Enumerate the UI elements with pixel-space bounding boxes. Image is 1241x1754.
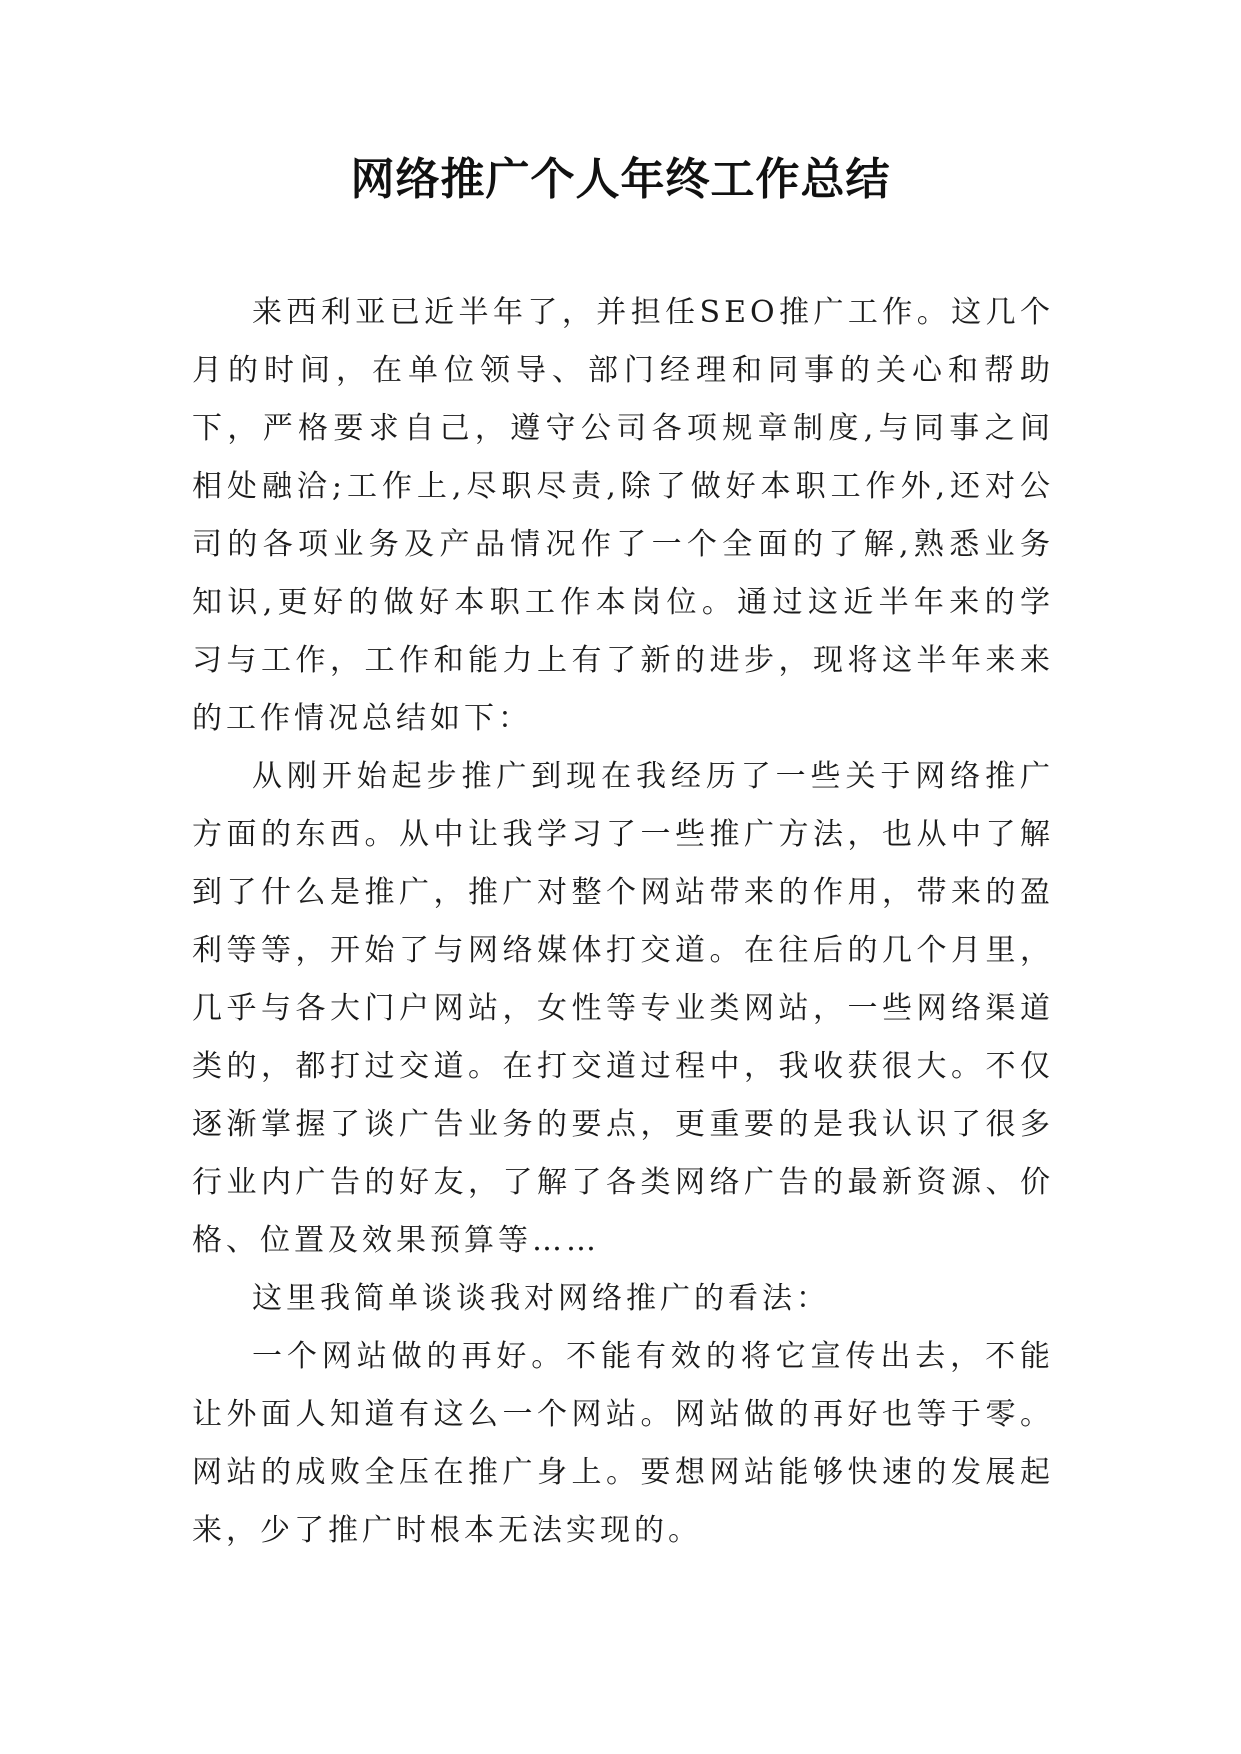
document-body bbox=[192, 284, 1054, 1560]
paragraph-opinion: 一个网站做的再好。不能有效的将它宣传出去，不能让外面人知道有这么一个网站。网站做的再好也等于零。网站的成败全压在推广身上。要想网站能够快速的发展起来，少了推广时根本无法实现的。 bbox=[192, 1339, 1054, 1548]
document-title: 网络推广个人年终工作总结 bbox=[350, 154, 891, 205]
paragraph-experience: 从刚开始起步推广到现在我经历了一些关于网络推广方面的东西。从中让我学习了一些推广方法，也从中了解到了什么是推广，推广对整个网站带来的作用，带来的盈利等等，开始了与网络媒体打交道。在往后的几个月里，几乎与各大门户网站，女性等专业类网站，一些网络渠道类的，都打过交道。在打交道过程中，我收获很大。不仅逐渐掌握了谈广告业务的要点，更重要的是我认识了很多行业内广告的好友，了解了各类网络广告的最新资源、价格、位置及效果预算等…… bbox=[192, 759, 1054, 1258]
paragraph-opinion-lead: 这里我简单谈谈我对网络推广的看法： bbox=[252, 1281, 830, 1316]
paragraph-intro: 来西利亚已近半年了，并担任SEO推广工作。这几个月的时间，在单位领导、部门经理和同事的关心和帮助下，严格要求自己，遵守公司各项规章制度,与同事之间相处融洽;工作上,尽职尽责,除了做好本职工作外,还对公司的各项业务及产品情况作了一个全面的了解,熟悉业务知识,更好的做好本职工作本岗位。通过这近半年来的学习与工作，工作和能力上有了新的进步，现将这半年来来的工作情况总结如下： bbox=[192, 295, 1054, 736]
